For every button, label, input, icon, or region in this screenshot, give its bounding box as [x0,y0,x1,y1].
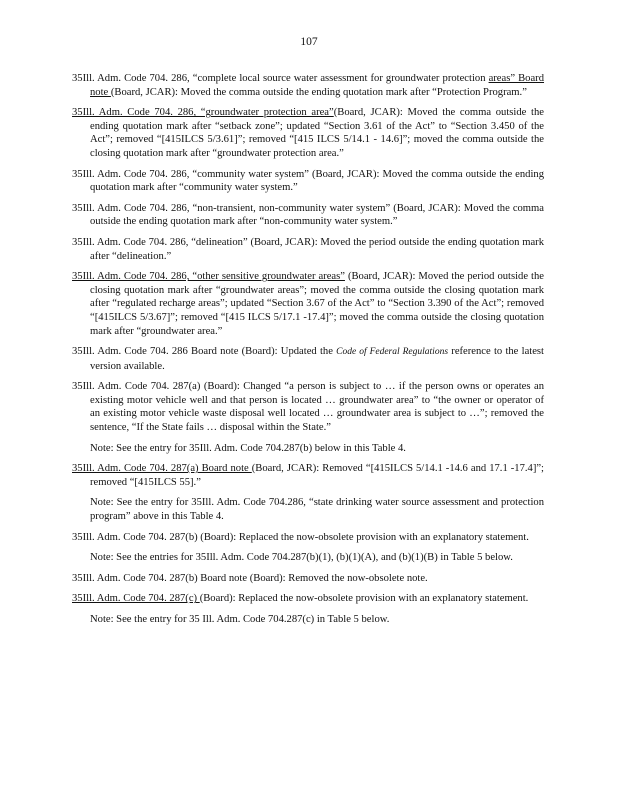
entry-text: reference to the latest version available. [90,346,545,372]
entry-text: (Board, JCAR): Moved the comma outside the ending quotation mark after “Protection Program.” [110,86,527,98]
amendment-entry [72,236,544,263]
citation-underlined: areas” Board note [90,73,545,98]
entry-text: 35Ill. Adm. Code 704. 287(a) (Board): Changed “a person is subject to … if the person owns or operates an existing motor vehicle well and that person is located … groundwater area” to “the owner or operator of an existing motor vehicle waste disposal well located … groundwater area is subject to …”; removed the sentence, “If the State fails … disposal within the State.” [72,381,544,434]
amendment-entry [72,270,544,338]
amendment-entry [72,106,544,160]
entry-text: (Board): Replaced the now-obsolete provision with an explanatory statement. [199,593,529,605]
amendment-entry [72,462,544,489]
amendment-list [72,72,544,634]
amendment-entry [72,592,544,606]
entry-text: 35Ill. Adm. Code 704. 286, “complete local source water assessment for groundwater protection [72,73,489,84]
entry-text: 35Ill. Adm. Code 704. 286 Board note (Board): Updated the [72,346,337,358]
entry-text: (Board, JCAR): Removed “[415ILCS 5/14.1 -14.6 and 17.1 -17.4]”; removed “[415ILCS 55].” [90,463,545,488]
note-paragraph [72,613,544,627]
note-paragraph [72,442,544,456]
entry-text: Note: See the entry for 35Ill. Adm. Code 704.286, “state drinking water source assessment and protection program” above in this Table 4. [90,497,544,523]
amendment-entry [72,380,544,434]
amendment-entry [72,168,544,195]
amendment-entry [72,531,544,545]
entry-text: Note: See the entry for 35 Ill. Adm. Code 704.287(c) in Table 5 below. [90,614,390,625]
entry-text: 35Ill. Adm. Code 704. 286, “delineation” (Board, JCAR): Moved the period outside the ending quotation mark after “delineation.” [72,236,544,262]
amendment-entry [72,572,544,586]
entry-text: (Board, JCAR): Moved the period outside the closing quotation mark after “groundwater areas”; moved the comma outside the closing quotation mark after “regulated recharge areas”; updated “Section 3.67 of the Act” to “Section 3.390 of the Act”; removed “[415ILCS 5/3.67]”; removed “[415 ILCS 5/17.1 -17.4]”; moved the comma outside the closing quotation mark after “groundwater area.” [90,271,545,337]
entry-text: 35Ill. Adm. Code 704. 287(b) Board note (Board): Removed the now-obsolete note. [72,572,428,584]
amendment-entry [72,72,544,99]
citation-underlined: 35Ill. Adm. Code 704. 286, “other sensitive groundwater areas” [72,271,345,283]
italic-text: Code of Federal Regulations [336,347,449,358]
note-paragraph [72,496,544,523]
amendment-entry [72,345,544,373]
entry-text: Note: See the entry for 35Ill. Adm. Code 704.287(b) below in this Table 4. [90,442,406,454]
citation-underlined: 35Ill. Adm. Code 704. 286, “groundwater protection area” [72,107,334,119]
entry-text: (Board, JCAR): Moved the comma outside the ending quotation mark after “setback zone”; updated “Section 3.61 of the Act” to “Section 3.450 of the Act”; removed “[415ILCS 5/3.61]”; removed “[415 ILCS 5/14.1 - 14.6]”; moved the comma outside the closing quotation mark after “groundwater protection area.” [90,107,544,159]
page-number: 107 [300,36,318,48]
citation-underlined: 35Ill. Adm. Code 704. 287(c) [72,593,200,605]
amendment-entry [72,202,544,229]
entry-text: 35Ill. Adm. Code 704. 286, “non-transient, non-community water system” (Board, JCAR): Moved the comma outside the ending quotation mark after “non-community water system.” [72,202,544,228]
entry-text: 35Ill. Adm. Code 704. 287(b) (Board): Replaced the now-obsolete provision with an explanatory statement. [72,531,529,543]
entry-text: Note: See the entries for 35Ill. Adm. Code 704.287(b)(1), (b)(1)(A), and (b)(1)(B) in Table 5 below. [90,552,513,564]
entry-text: 35Ill. Adm. Code 704. 286, “community water system” (Board, JCAR): Moved the comma outside the ending quotation mark after “community water system.” [72,168,544,194]
citation-underlined: 35Ill. Adm. Code 704. 287(a) Board note [72,463,252,475]
note-paragraph [72,551,544,565]
